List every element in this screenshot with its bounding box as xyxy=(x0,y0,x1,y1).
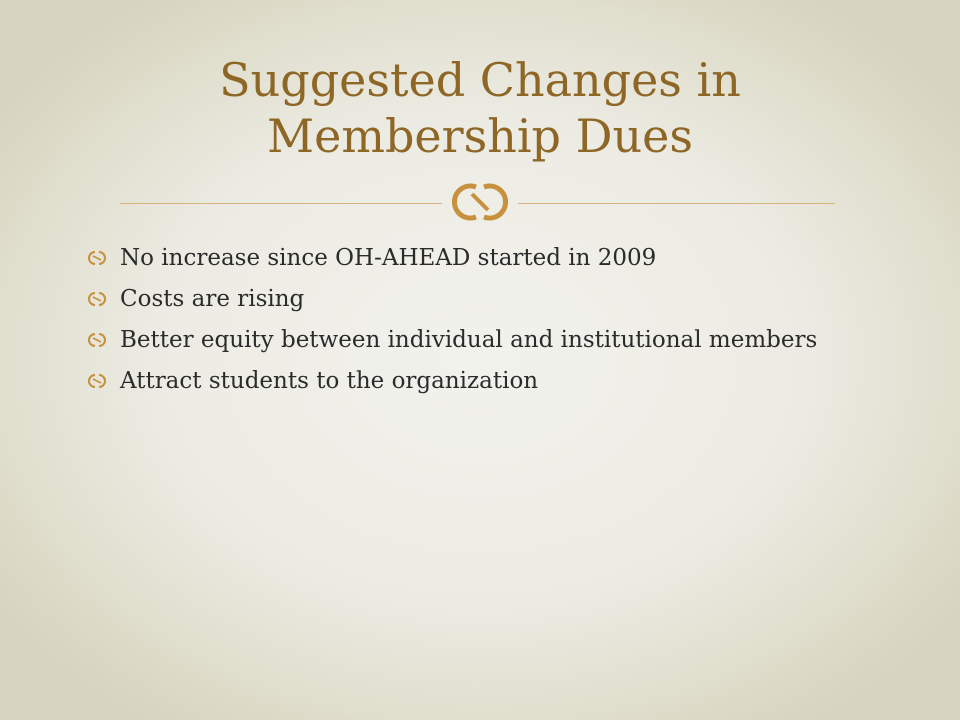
bullet-item xyxy=(84,326,844,354)
bullet-item xyxy=(84,244,844,272)
bullet-text: Better equity between individual and institutional members xyxy=(120,327,818,353)
title-divider-left xyxy=(120,203,442,204)
link-bullet-icon xyxy=(84,249,110,267)
title-divider-right xyxy=(518,203,835,204)
bullet-list xyxy=(84,244,844,408)
bullet-item xyxy=(84,367,844,395)
link-bullet-icon xyxy=(84,372,110,390)
link-bullet-icon xyxy=(84,331,110,349)
slide-title: Suggested Changes in Membership Dues xyxy=(219,53,741,163)
bullet-text: No increase since OH-AHEAD started in 2009 xyxy=(120,245,657,271)
link-bullet-icon xyxy=(84,290,110,308)
interlocking-rings-icon xyxy=(446,178,514,226)
bullet-text: Attract students to the organization xyxy=(120,368,539,394)
bullet-item xyxy=(84,285,844,313)
bullet-text: Costs are rising xyxy=(120,286,305,312)
